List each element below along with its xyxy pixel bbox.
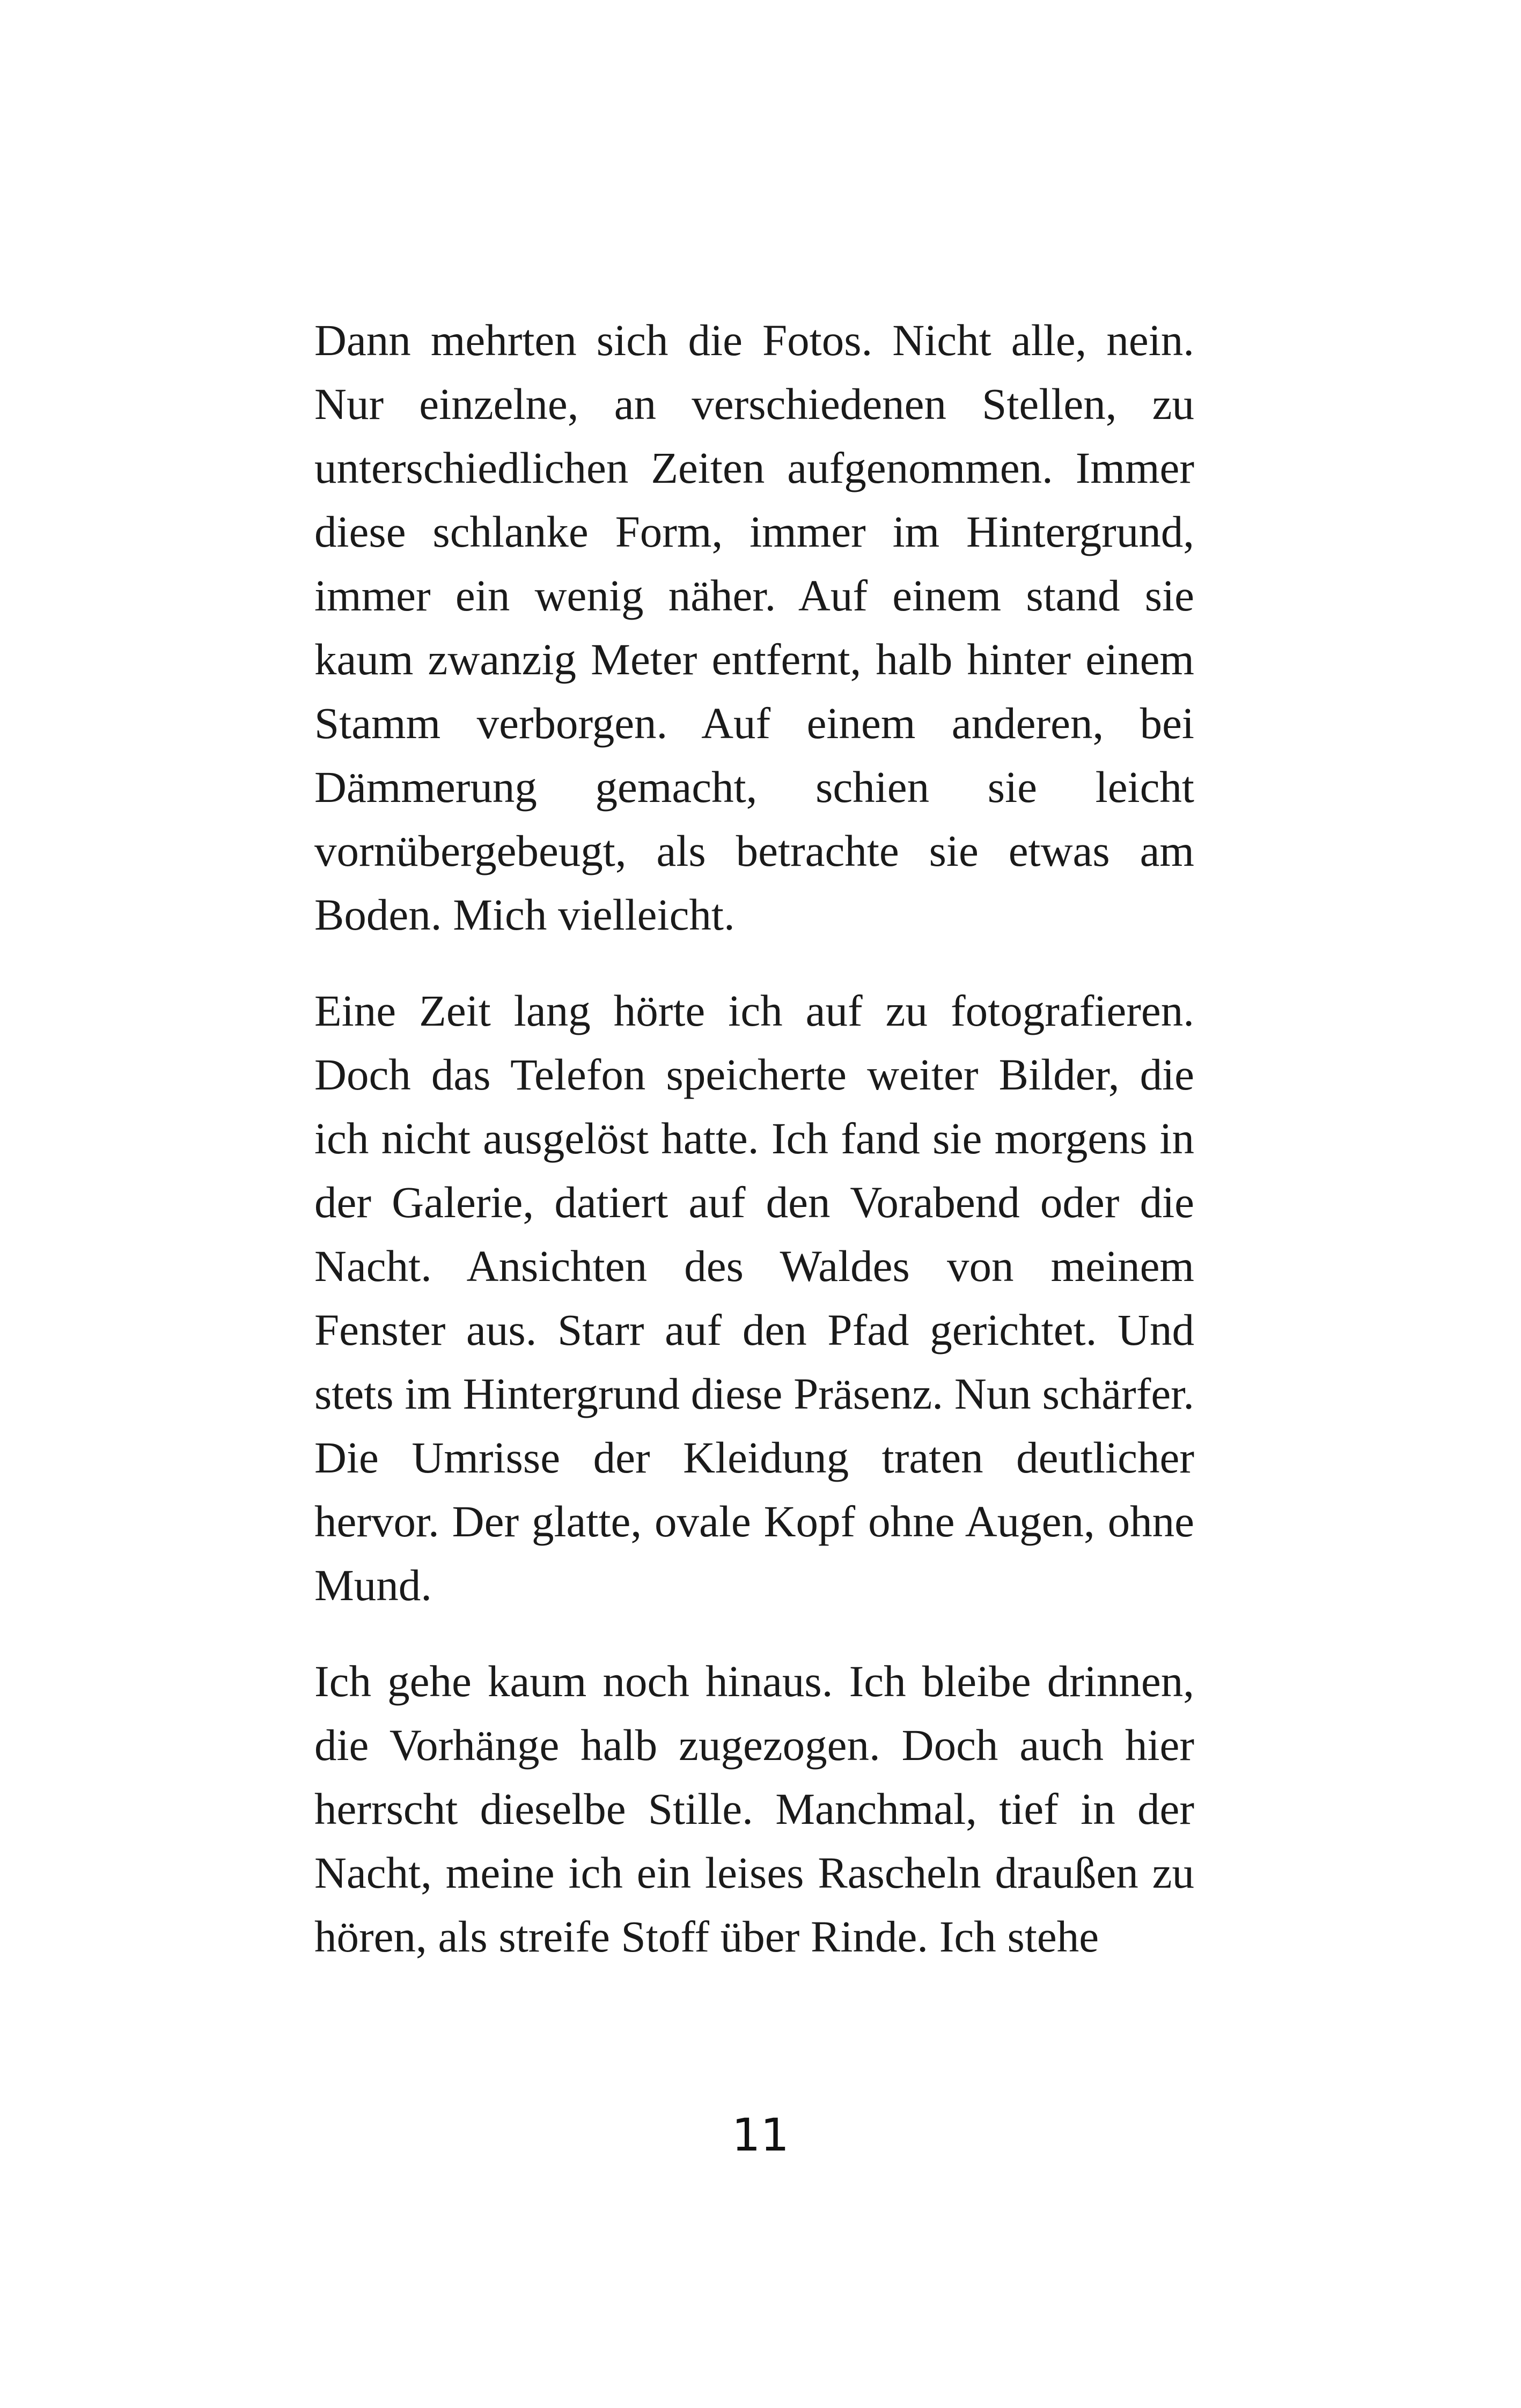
paragraph-3: Ich gehe kaum noch hinaus. Ich bleibe drinnen, die Vorhänge halb zugezogen. Doch auch hier herrscht dieselbe Stille. Manchmal, tief in der Nacht, meine ich ein leises Rascheln draußen zu hören, als streife Stoff über Rinde. Ich stehe: [314, 1656, 1194, 1961]
paragraph-2: Eine Zeit lang hörte ich auf zu fotografieren. Doch das Telefon speicherte weiter Bilder, die ich nicht ausgelöst hatte. Ich fand sie morgens in der Galerie, datiert auf den Vorabend oder die Nacht. Ansichten des Waldes von meinem Fenster aus. Starr auf den Pfad gerichtet. Und stets im Hintergrund diese Präsenz. Nun schärfer. Die Umrisse der Kleidung traten deutlicher hervor. Der glatte, ovale Kopf ohne Augen, ohne Mund.: [314, 986, 1194, 1610]
paragraph-1: Dann mehrten sich die Fotos. Nicht alle, nein. Nur einzelne, an verschiedenen Stellen, zu unterschiedlichen Zeiten aufgenommen. Immer diese schlanke Form, immer im Hintergrund, immer ein wenig näher. Auf einem stand sie kaum zwanzig Meter entfernt, halb hinter einem Stamm verborgen. Auf einem anderen, bei Dämmerung gemacht, schien sie leicht vornübergebeugt, als betrachte sie etwas am Boden. Mich vielleicht.: [314, 315, 1194, 939]
page-number: 11: [732, 2109, 789, 2161]
body-text: [314, 308, 1194, 1969]
